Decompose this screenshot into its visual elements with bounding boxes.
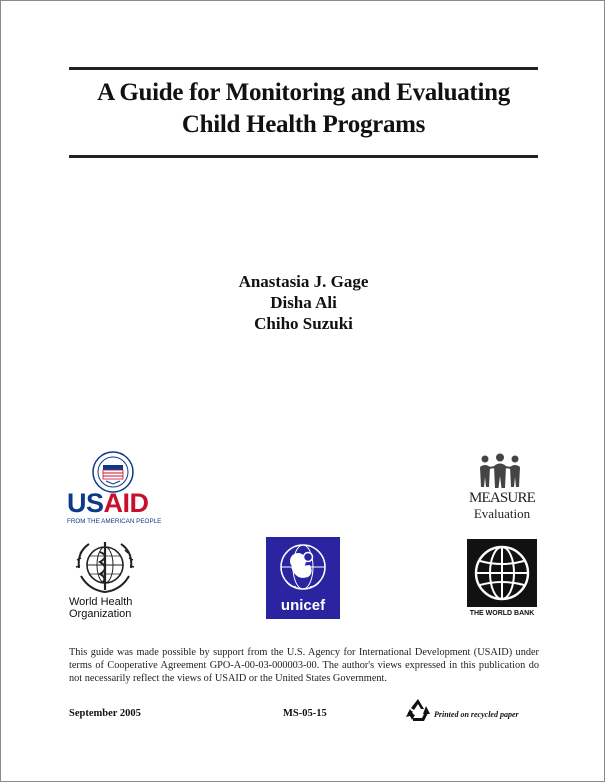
who-logo-text xyxy=(69,596,132,620)
printed-notice: Printed on recycled paper xyxy=(434,710,519,719)
who-line-2: Organization xyxy=(69,608,132,620)
unicef-emblem-icon xyxy=(266,537,340,597)
who-line-1: World Health xyxy=(69,596,133,608)
funding-disclaimer: This guide was made possible by support from the U.S. Agency for International Development (USAID) under terms of Cooperative Agreement GPO-A-00-03-000003-00. The author's views expressed in this publication do not necessarily reflect the views of USAID or the United States Government. xyxy=(69,647,539,684)
recycle-icon xyxy=(404,697,432,723)
usaid-seal-icon xyxy=(92,451,134,493)
world-bank-text: THE WORLD BANK xyxy=(469,610,535,617)
title-top-rule xyxy=(69,67,538,70)
document-title xyxy=(69,77,538,141)
world-bank-globe-icon xyxy=(467,539,537,607)
usaid-wordmark-aid: AID xyxy=(103,488,149,518)
world-bank-emblem xyxy=(467,539,537,607)
author-2: Disha Ali xyxy=(270,293,337,312)
usaid-tagline: FROM THE AMERICAN PEOPLE xyxy=(67,518,162,525)
measure-subtitle: Evaluation xyxy=(473,506,531,521)
title-line-1: A Guide for Monitoring and Evaluating xyxy=(97,79,510,106)
title-bottom-rule xyxy=(69,155,538,158)
author-1: Anastasia J. Gage xyxy=(238,272,369,291)
unicef-logo xyxy=(266,537,340,619)
usaid-logo xyxy=(67,489,162,525)
publication-date: September 2005 xyxy=(69,708,141,719)
unicef-wordmark: unicef xyxy=(280,597,326,614)
usaid-wordmark-us: US xyxy=(67,488,104,518)
author-3: Chiho Suzuki xyxy=(254,314,353,333)
title-line-2: Child Health Programs xyxy=(181,111,426,138)
measure-people-icon xyxy=(475,453,525,489)
author-list xyxy=(1,271,605,334)
who-emblem-icon xyxy=(69,538,141,596)
usaid-wordmark xyxy=(67,489,162,517)
document-code: MS-05-15 xyxy=(283,708,327,719)
measure-wordmark: MEASURE xyxy=(468,490,536,506)
measure-evaluation-logo xyxy=(463,490,541,521)
